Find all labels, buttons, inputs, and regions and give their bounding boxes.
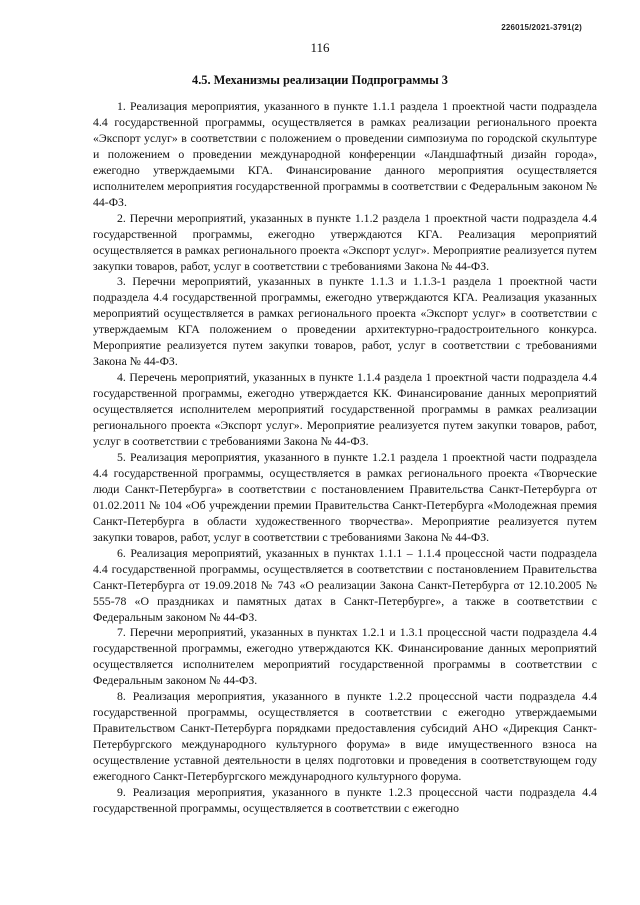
document-id: 226015/2021-3791(2) — [501, 23, 582, 32]
paragraph-6: 6. Реализация мероприятий, указанных в пунктах 1.1.1 – 1.1.4 процессной части подраздела 4.4 государственной программы, осуществляется в соответствии с постановлением Правительства Санкт-Петербурга от 19.09.2018 № 743 «О реализации Закона Санкт-Петербурга от 12.10.2005 № 555-78 «О праздниках и памятных датах в Санкт-Петербурге», а также в соответствии с Федеральным законом № 44-ФЗ. — [93, 545, 597, 624]
paragraph-3: 3. Перечни мероприятий, указанных в пункте 1.1.3 и 1.1.3-1 раздела 1 проектной части подраздела 4.4 государственной программы, ежегодно утверждаются КГА. Реализация указанных мероприятий осуществляется в рамках регионального проекта «Экспорт услуг» в соответствии с утверждаемым КГА положением о проведении архитектурно-градостроительного конкурса. Мероприятие реализуется путем закупки товаров, работ, услуг в соответствии с требованиями Закона № 44-ФЗ. — [93, 274, 597, 369]
paragraph-9: 9. Реализация мероприятия, указанного в пункте 1.2.3 процессной части подраздела 4.4 государственной программы, осуществляется в соответствии с ежегодно — [93, 784, 597, 815]
paragraph-4: 4. Перечень мероприятий, указанных в пункте 1.1.4 раздела 1 проектной части подраздела 4.4 государственной программы, ежегодно утверждается КК. Финансирование данных мероприятий осуществляется исполнителем мероприятий государственной программы в рамках реализации регионального проекта «Экспорт услуг». Мероприятие реализуется путем закупки товаров, работ, услуг в соответствии с требованиями Закона № 44-ФЗ. — [93, 370, 597, 449]
document-body — [93, 99, 597, 817]
paragraph-2: 2. Перечни мероприятий, указанных в пункте 1.1.2 раздела 1 проектной части подраздела 4.4 государственной программы, ежегодно утверждаются КГА. Реализация мероприятий осуществляется в рамках регионального проекта «Экспорт услуг». Мероприятие реализуется путем закупки товаров, работ, услуг в соответствии с требованиями Закона № 44-ФЗ. — [93, 210, 597, 273]
page-number: 116 — [310, 40, 330, 55]
section-title: 4.5. Механизмы реализации Подпрограммы 3 — [192, 73, 448, 87]
paragraph-5: 5. Реализация мероприятия, указанного в пункте 1.2.1 раздела 1 проектной части подраздела 4.4 государственной программы, осуществляется в рамках регионального проекта «Творческие люди Санкт-Петербурга» в соответствии с постановлением Правительства Санкт-Петербурга от 01.02.2011 № 104 «Об учреждении премии Правительства Санкт-Петербурга «Молодежная премия Санкт-Петербурга в области художественного творчества». Мероприятие реализуется путем закупки товаров, работ, услуг в соответствии с требованиями Закона № 44-ФЗ. — [93, 449, 597, 544]
paragraph-8: 8. Реализация мероприятия, указанного в пункте 1.2.2 процессной части подраздела 4.4 государственной программы, осуществляется в соответствии с ежегодно утверждаемыми Правительством Санкт-Петербурга порядками предоставления субсидий АНО «Дирекция Санкт-Петербургского международного культурного форума» в виде имущественного взноса на осуществление уставной деятельности в целях подготовки и проведения в соответствующем году ежегодного Санкт-Петербургского международного культурного форума. — [93, 689, 597, 784]
paragraph-7: 7. Перечни мероприятий, указанных в пунктах 1.2.1 и 1.3.1 процессной части подраздела 4.4 государственной программы, ежегодно утверждаются КК. Финансирование данных мероприятий осуществляется исполнителем мероприятий государственной программы в соответствии с Федеральным законом № 44-ФЗ. — [93, 625, 597, 688]
paragraph-1: 1. Реализация мероприятия, указанного в пункте 1.1.1 раздела 1 проектной части подраздела 4.4 государственной программы, осуществляется в рамках реализации регионального проекта «Экспорт услуг» в соответствии с положением о проведении симпозиума по городской скульптуре и положением о проведении международной конференции «Ландшафтный дизайн города», ежегодно утверждаемыми КГА. Финансирование данного мероприятия осуществляется исполнителем мероприятия государственной программы в соответствии с Федеральным законом № 44-ФЗ. — [93, 99, 597, 209]
